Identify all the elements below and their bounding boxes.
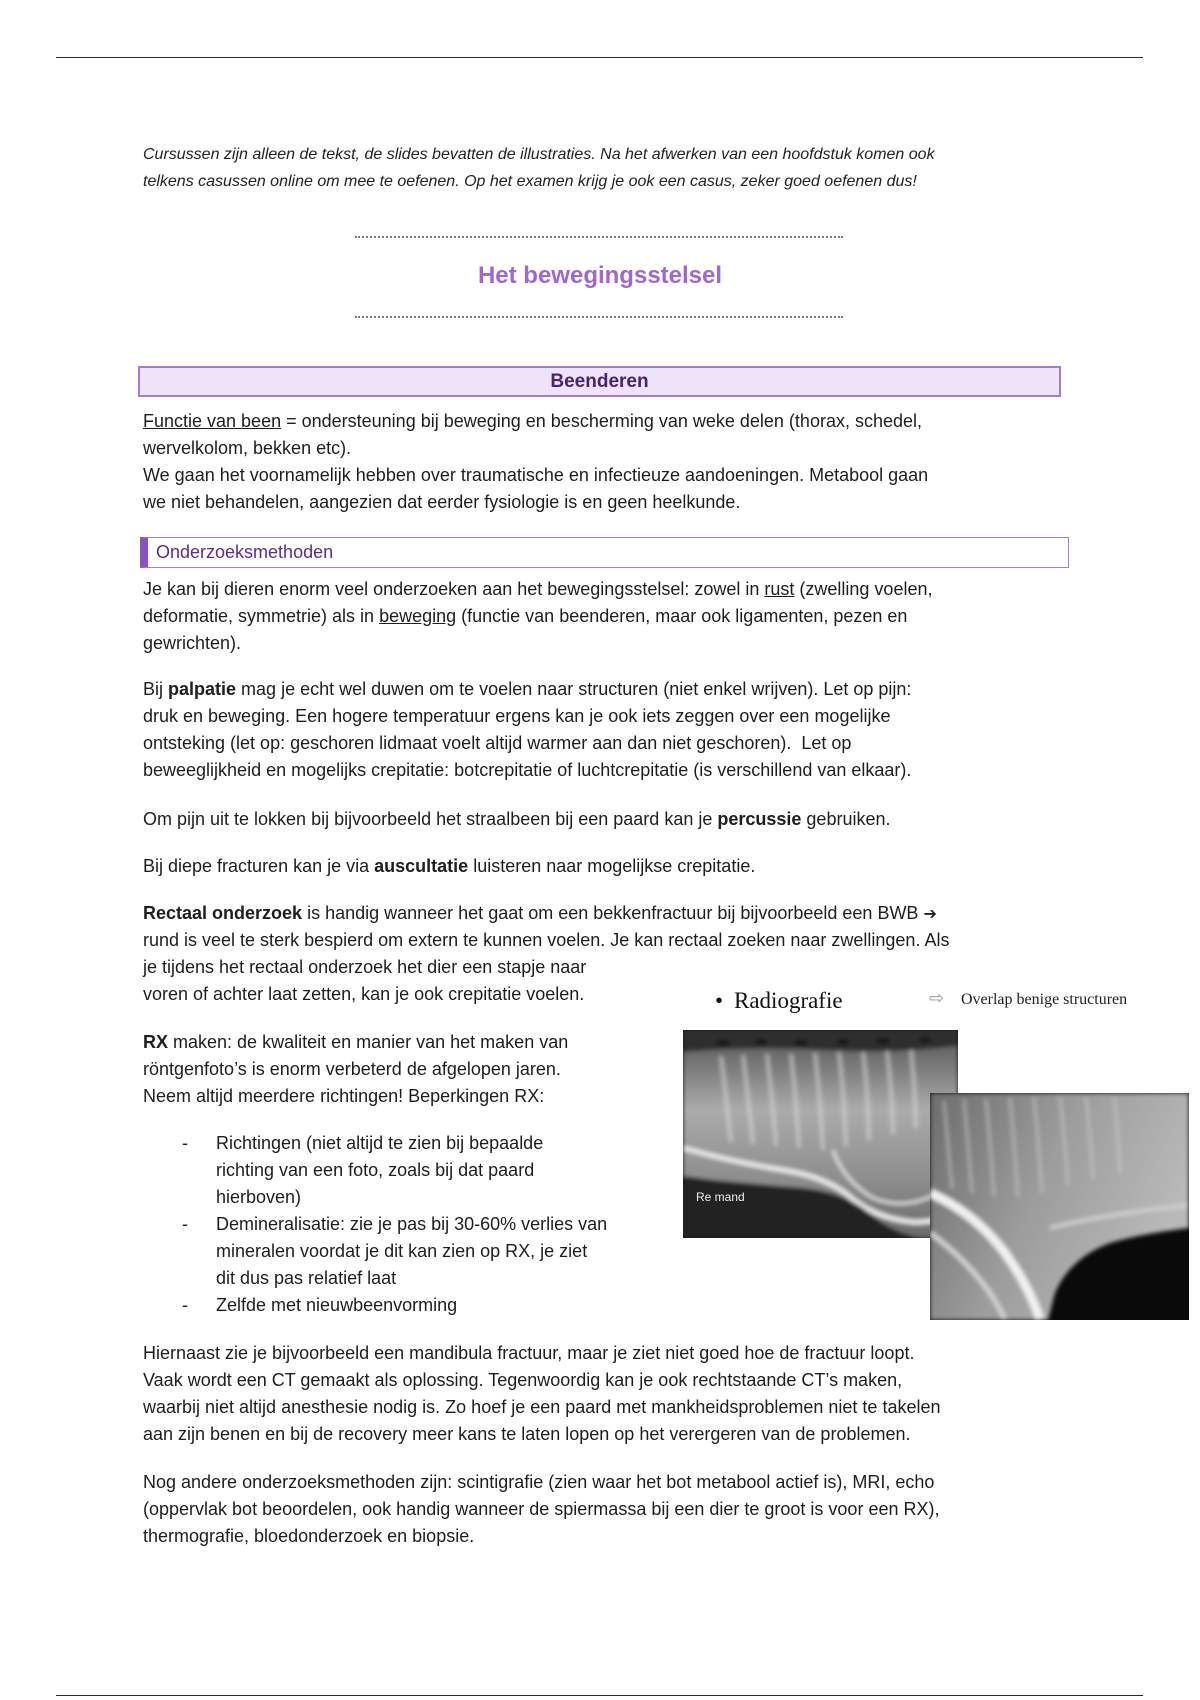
text-line: Demineralisatie: zie je pas bij 30-60% verlies van — [216, 1214, 608, 1234]
text-run: maken: de kwaliteit en manier van het maken van — [168, 1032, 569, 1052]
text-line — [143, 954, 949, 981]
text-run: beweeglijkheid en mogelijks crepitatie: botcrepitatie of luchtcrepitatie (is verschillend van elkaar). — [143, 760, 912, 780]
text-run: gebruiken. — [801, 809, 891, 829]
text-run: druk en beweging. Een hogere temperatuur ergens kan je ook iets zeggen over een mogelijke — [143, 706, 891, 726]
title-dotted-rule-top — [355, 236, 843, 238]
text-run: je tijdens het rectaal onderzoek het dier een stapje naar — [143, 957, 587, 977]
text-line — [143, 730, 911, 757]
xray-image-2-graphic — [930, 1093, 1189, 1320]
text-line — [143, 676, 911, 703]
paragraph-ct — [143, 1340, 940, 1448]
text-line — [143, 757, 911, 784]
subheading-onderzoeksmethoden: Onderzoeksmethoden — [140, 537, 1069, 568]
text-line — [143, 1056, 568, 1083]
text-line — [143, 1523, 939, 1550]
list-dash: - — [182, 1214, 188, 1234]
paragraph-palpatie — [143, 676, 911, 784]
text-run: Hiernaast zie je bijvoorbeeld een mandibula fractuur, maar je ziet niet goed hoe de fractuur loopt. — [143, 1343, 915, 1363]
text-run: ontsteking (let op: geschoren lidmaat voelt altijd warmer aan dan niet geschoren). Let op — [143, 733, 852, 753]
text-line — [143, 1394, 940, 1421]
paragraph-andere-methoden — [143, 1469, 939, 1550]
term-rust: rust — [764, 579, 795, 599]
text-line — [143, 1469, 939, 1496]
term-palpatie: palpatie — [168, 679, 237, 699]
text-line: richting van een foto, zoals bij dat paard — [216, 1160, 535, 1180]
text-run: mag je echt wel duwen om te voelen naar structuren (niet enkel wrijven). Let op pijn: — [236, 679, 912, 699]
list-item — [143, 1292, 607, 1319]
text-run: (zwelling voelen, — [794, 579, 933, 599]
text-run: deformatie, symmetrie) als in — [143, 606, 380, 626]
list-item — [143, 1211, 607, 1292]
figure-note — [929, 988, 1127, 1011]
bullet-icon: • — [715, 988, 724, 1013]
xray-image-1-graphic — [683, 1030, 958, 1238]
term-functie-van-been: Functie van been — [143, 411, 282, 431]
text-line — [143, 853, 755, 880]
text-line — [143, 603, 932, 630]
list-item — [143, 1130, 607, 1211]
text-line: mineralen voordat je dit kan zien op RX, je ziet — [216, 1241, 588, 1261]
title-dotted-rule-bottom — [355, 316, 843, 318]
text-run: Om pijn uit te lokken bij bijvoorbeeld het straalbeen bij een paard kan je — [143, 809, 718, 829]
text-line — [143, 462, 928, 489]
term-rectaal-onderzoek: Rectaal onderzoek — [143, 903, 303, 923]
text-run: Je kan bij dieren enorm veel onderzoeken aan het bewegingsstelsel: zowel in — [143, 579, 765, 599]
paragraph-auscultatie — [143, 853, 755, 880]
text-run: luisteren naar mogelijkse crepitatie. — [468, 856, 756, 876]
text-run: thermografie, bloedonderzoek en biopsie. — [143, 1526, 475, 1546]
paragraph-percussie — [143, 806, 890, 833]
footer-rule — [56, 1695, 1143, 1696]
paragraph-rx — [143, 1029, 568, 1110]
figure-title-text: Radiografie — [734, 988, 843, 1013]
text-run: (functie van beenderen, maar ook ligamenten, pezen en — [456, 606, 908, 626]
intro-line: Cursussen zijn alleen de tekst, de slides bevatten de illustraties. Na het afwerken van een hoofdstuk komen ook — [143, 146, 935, 163]
header-rule — [56, 57, 1143, 58]
text-run: gewrichten). — [143, 633, 242, 653]
text-line — [143, 630, 932, 657]
text-line — [143, 1083, 568, 1110]
text-run: Nog andere onderzoeksmethoden zijn: scintigrafie (zien waar het bot metabool actief is), MRI, echo — [143, 1472, 935, 1492]
text-run: Bij diepe fracturen kan je via — [143, 856, 375, 876]
text-run: Neem altijd meerdere richtingen! Beperkingen RX: — [143, 1086, 545, 1106]
text-line — [143, 1029, 568, 1056]
text-line — [143, 408, 928, 435]
term-rx: RX — [143, 1032, 169, 1052]
term-percussie: percussie — [717, 809, 802, 829]
text-line — [143, 703, 911, 730]
chapter-title: Het bewegingsstelsel — [477, 262, 723, 289]
text-line: Zelfde met nieuwbeenvorming — [216, 1295, 458, 1315]
hollow-arrow-icon: ⇨ — [929, 988, 945, 1009]
section-heading-beenderen: Beenderen — [138, 366, 1061, 397]
term-auscultatie: auscultatie — [374, 856, 469, 876]
text-line: hierboven) — [216, 1187, 302, 1207]
text-run: röntgenfoto’s is enorm verbeterd de afgelopen jaren. — [143, 1059, 561, 1079]
text-run: we niet behandelen, aangezien dat eerder fysiologie is en geen heelkunde. — [143, 492, 741, 512]
term-beweging: beweging — [379, 606, 457, 626]
text-line — [143, 927, 949, 954]
text-line — [143, 576, 932, 603]
text-run: (oppervlak bot beoordelen, ook handig wanneer de spiermassa bij een dier te groot is voor een RX), — [143, 1499, 940, 1519]
xray-image-fracture — [930, 1093, 1189, 1320]
text-line — [143, 1496, 939, 1523]
xray-image-mandible — [683, 1030, 958, 1238]
rx-limitations-list — [143, 1130, 607, 1319]
text-run: waarbij niet altijd anesthesie nodig is. Zo hoef je een paard met mankheidsproblemen niet te takelen — [143, 1397, 941, 1417]
text-run: voren of achter laat zetten, kan je ook crepitatie voelen. — [143, 984, 585, 1004]
paragraph-functie — [143, 408, 928, 516]
intro-line: telkens casussen online om mee te oefenen. Op het examen krijg je ook een casus, zeker goed oefenen dus! — [143, 173, 917, 190]
text-run: Bij — [143, 679, 169, 699]
text-line: dit dus pas relatief laat — [216, 1268, 397, 1288]
text-run: We gaan het voornamelijk hebben over traumatische en infectieuze aandoeningen. Metabool gaan — [143, 465, 929, 485]
text-line — [143, 489, 928, 516]
figure-note-text: Overlap benige structuren — [961, 991, 1128, 1008]
text-line — [143, 1340, 940, 1367]
arrow-right-icon: ➔ — [923, 904, 937, 923]
list-dash: - — [182, 1133, 188, 1153]
list-dash: - — [182, 1295, 188, 1315]
text-line — [143, 806, 890, 833]
text-run: rund is veel te sterk bespierd om extern te kunnen voelen. Je kan rectaal zoeken naar zwellingen. Als — [143, 930, 950, 950]
paragraph-rust-beweging — [143, 576, 932, 657]
text-line — [143, 435, 928, 462]
xray-image-label: Re mand — [696, 1190, 745, 1204]
text-run: wervelkolom, bekken etc). — [143, 438, 352, 458]
figure-title — [715, 986, 843, 1016]
text-line — [143, 1367, 940, 1394]
text-line — [143, 900, 949, 927]
text-line: Richtingen (niet altijd te zien bij bepaalde — [216, 1133, 544, 1153]
intro-note — [143, 142, 935, 196]
text-run: aan zijn benen en bij de recovery meer kans te laten lopen op het verergeren van de problemen. — [143, 1424, 911, 1444]
text-run: Vaak wordt een CT gemaakt als oplossing. Tegenwoordig kan je ook rechtstaande CT’s maken, — [143, 1370, 903, 1390]
text-line — [143, 1421, 940, 1448]
text-run: is handig wanneer het gaat om een bekkenfractuur bij bijvoorbeeld een BWB — [302, 903, 924, 923]
text-run: = ondersteuning bij beweging en bescherming van weke delen (thorax, schedel, — [281, 411, 923, 431]
